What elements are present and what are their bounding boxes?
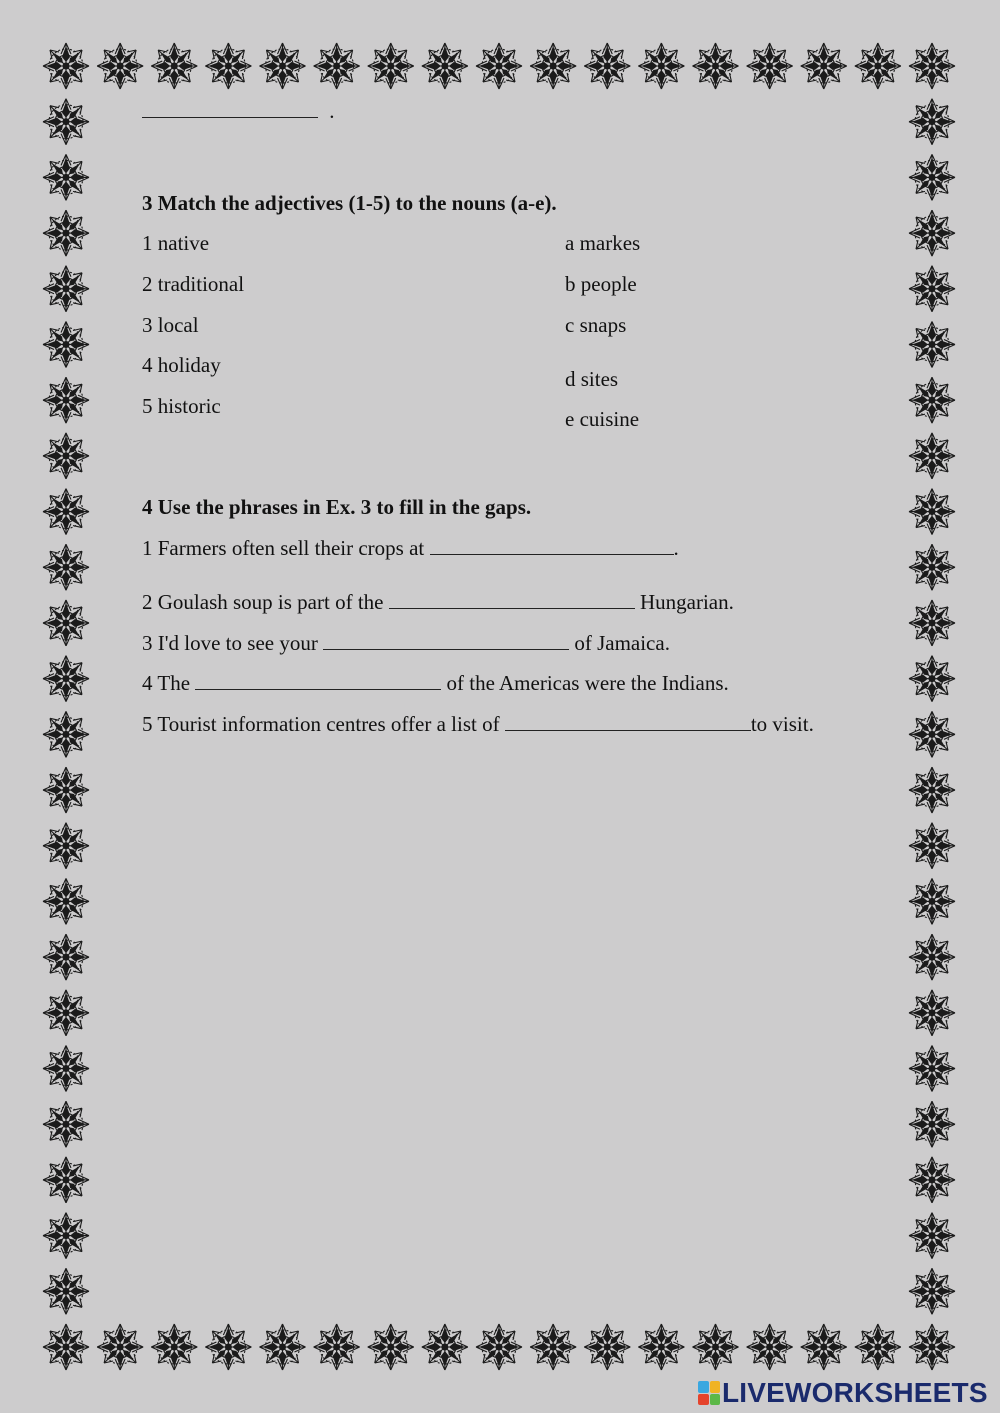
star-flower-icon (43, 934, 89, 980)
star-flower-icon (909, 210, 955, 256)
star-flower-icon (43, 711, 89, 757)
sentence-before: 5 Tourist information centres offer a list of (142, 712, 505, 736)
noun-item: c snaps (565, 313, 627, 337)
border-top-row (43, 43, 955, 89)
noun-item: e cuisine (565, 407, 640, 431)
star-flower-icon (909, 544, 955, 590)
star-flower-icon (368, 43, 414, 89)
star-flower-icon (43, 1101, 89, 1147)
star-flower-icon (368, 1324, 414, 1370)
star-flower-icon (151, 43, 197, 89)
star-flower-icon (43, 154, 89, 200)
border-bottom-row (43, 1324, 955, 1370)
star-flower-icon (909, 1324, 955, 1370)
sentence-before: 2 Goulash soup is part of the (142, 590, 389, 614)
star-flower-icon (43, 600, 89, 646)
star-flower-icon (693, 43, 739, 89)
star-flower-icon (530, 43, 576, 89)
star-flower-icon (43, 1268, 89, 1314)
star-flower-icon (43, 1157, 89, 1203)
noun-item: b people (565, 272, 637, 296)
border-right-column (909, 99, 955, 1315)
noun-item: d sites (565, 367, 619, 391)
star-flower-icon (747, 43, 793, 89)
logo-square-green (710, 1394, 721, 1406)
star-flower-icon (584, 1324, 630, 1370)
star-flower-icon (43, 321, 89, 367)
star-flower-icon (530, 1324, 576, 1370)
star-flower-icon (909, 934, 955, 980)
star-flower-icon (43, 210, 89, 256)
star-flower-icon (638, 1324, 684, 1370)
star-flower-icon (205, 43, 251, 89)
top-line-period: . (329, 99, 335, 123)
gap-blank[interactable] (323, 632, 569, 650)
star-flower-icon (909, 656, 955, 702)
star-flower-icon (855, 1324, 901, 1370)
adjective-item: 5 historic (142, 394, 221, 418)
star-flower-icon (43, 377, 89, 423)
adjective-item: 3 local (142, 313, 199, 337)
star-flower-icon (476, 1324, 522, 1370)
star-flower-icon (43, 878, 89, 924)
star-flower-icon (909, 489, 955, 535)
gap-sentence-2 (142, 591, 734, 613)
star-flower-icon (43, 544, 89, 590)
star-flower-icon (909, 1268, 955, 1314)
star-flower-icon (909, 154, 955, 200)
star-flower-icon (909, 43, 955, 89)
sentence-before: 4 The (142, 671, 196, 695)
star-flower-icon (909, 1101, 955, 1147)
star-flower-icon (476, 43, 522, 89)
star-flower-icon (909, 321, 955, 367)
adjective-item: 4 holiday (142, 353, 221, 377)
star-flower-icon (422, 43, 468, 89)
logo-square-blue (698, 1381, 709, 1393)
star-flower-icon (43, 1213, 89, 1259)
liveworksheets-logo (698, 1378, 988, 1408)
star-flower-icon (43, 489, 89, 535)
star-flower-icon (747, 1324, 793, 1370)
star-flower-icon (801, 43, 847, 89)
star-flower-icon (43, 990, 89, 1036)
star-flower-icon (260, 43, 306, 89)
star-flower-icon (314, 43, 360, 89)
star-flower-icon (260, 1324, 306, 1370)
top-answer-line (142, 100, 335, 122)
star-flower-icon (97, 43, 143, 89)
star-flower-icon (422, 1324, 468, 1370)
star-flower-icon (909, 711, 955, 757)
star-flower-icon (909, 767, 955, 813)
star-flower-icon (909, 433, 955, 479)
star-flower-icon (909, 377, 955, 423)
star-flower-icon (43, 266, 89, 312)
star-flower-icon (205, 1324, 251, 1370)
star-flower-icon (909, 1046, 955, 1092)
star-flower-icon (97, 1324, 143, 1370)
star-flower-icon (801, 1324, 847, 1370)
star-flower-icon (909, 99, 955, 145)
adjective-item: 1 native (142, 231, 210, 255)
star-flower-icon (855, 43, 901, 89)
star-flower-icon (584, 43, 630, 89)
star-flower-icon (909, 600, 955, 646)
gap-sentence-1 (142, 537, 679, 559)
gap-sentence-3 (142, 632, 670, 654)
star-flower-icon (909, 878, 955, 924)
adjective-item: 2 traditional (142, 272, 245, 296)
answer-blank[interactable] (142, 100, 318, 118)
star-flower-icon (43, 99, 89, 145)
star-flower-icon (151, 1324, 197, 1370)
gap-blank[interactable] (430, 537, 674, 555)
star-flower-icon (43, 823, 89, 869)
exercise4-title: 4 Use the phrases in Ex. 3 to fill in the gaps. (142, 495, 532, 519)
sentence-after: Hungarian. (634, 590, 734, 614)
star-flower-icon (43, 433, 89, 479)
gap-sentence-5 (142, 713, 814, 735)
exercise3-title: 3 Match the adjectives (1-5) to the nouns (a-e). (142, 191, 557, 215)
star-flower-icon (909, 266, 955, 312)
sentence-before: 3 I'd love to see your (142, 631, 324, 655)
sentence-after: to visit. (750, 712, 814, 736)
logo-square-yellow (710, 1381, 721, 1393)
star-flower-icon (638, 43, 684, 89)
sentence-after: of the Americas were the Indians. (441, 671, 729, 695)
star-flower-icon (909, 823, 955, 869)
gap-sentence-4 (142, 672, 729, 694)
sentence-after: . (673, 536, 679, 560)
noun-item: a markes (565, 231, 641, 255)
liveworksheets-logo-text: LIVEWORKSHEETS (722, 1377, 988, 1408)
star-flower-icon (43, 1046, 89, 1092)
border-left-column (43, 99, 89, 1315)
star-flower-icon (43, 767, 89, 813)
sentence-before: 1 Farmers often sell their crops at (142, 536, 430, 560)
star-flower-icon (314, 1324, 360, 1370)
star-flower-icon (909, 1213, 955, 1259)
star-flower-icon (909, 1157, 955, 1203)
gap-blank[interactable] (389, 591, 635, 609)
logo-square-red (698, 1394, 709, 1406)
gap-blank[interactable] (195, 672, 441, 690)
gap-blank[interactable] (505, 713, 751, 731)
star-flower-icon (43, 43, 89, 89)
star-flower-icon (909, 990, 955, 1036)
star-flower-icon (43, 1324, 89, 1370)
liveworksheets-logo-icon (698, 1381, 720, 1405)
star-flower-icon (43, 656, 89, 702)
star-flower-icon (693, 1324, 739, 1370)
sentence-after: of Jamaica. (569, 631, 670, 655)
